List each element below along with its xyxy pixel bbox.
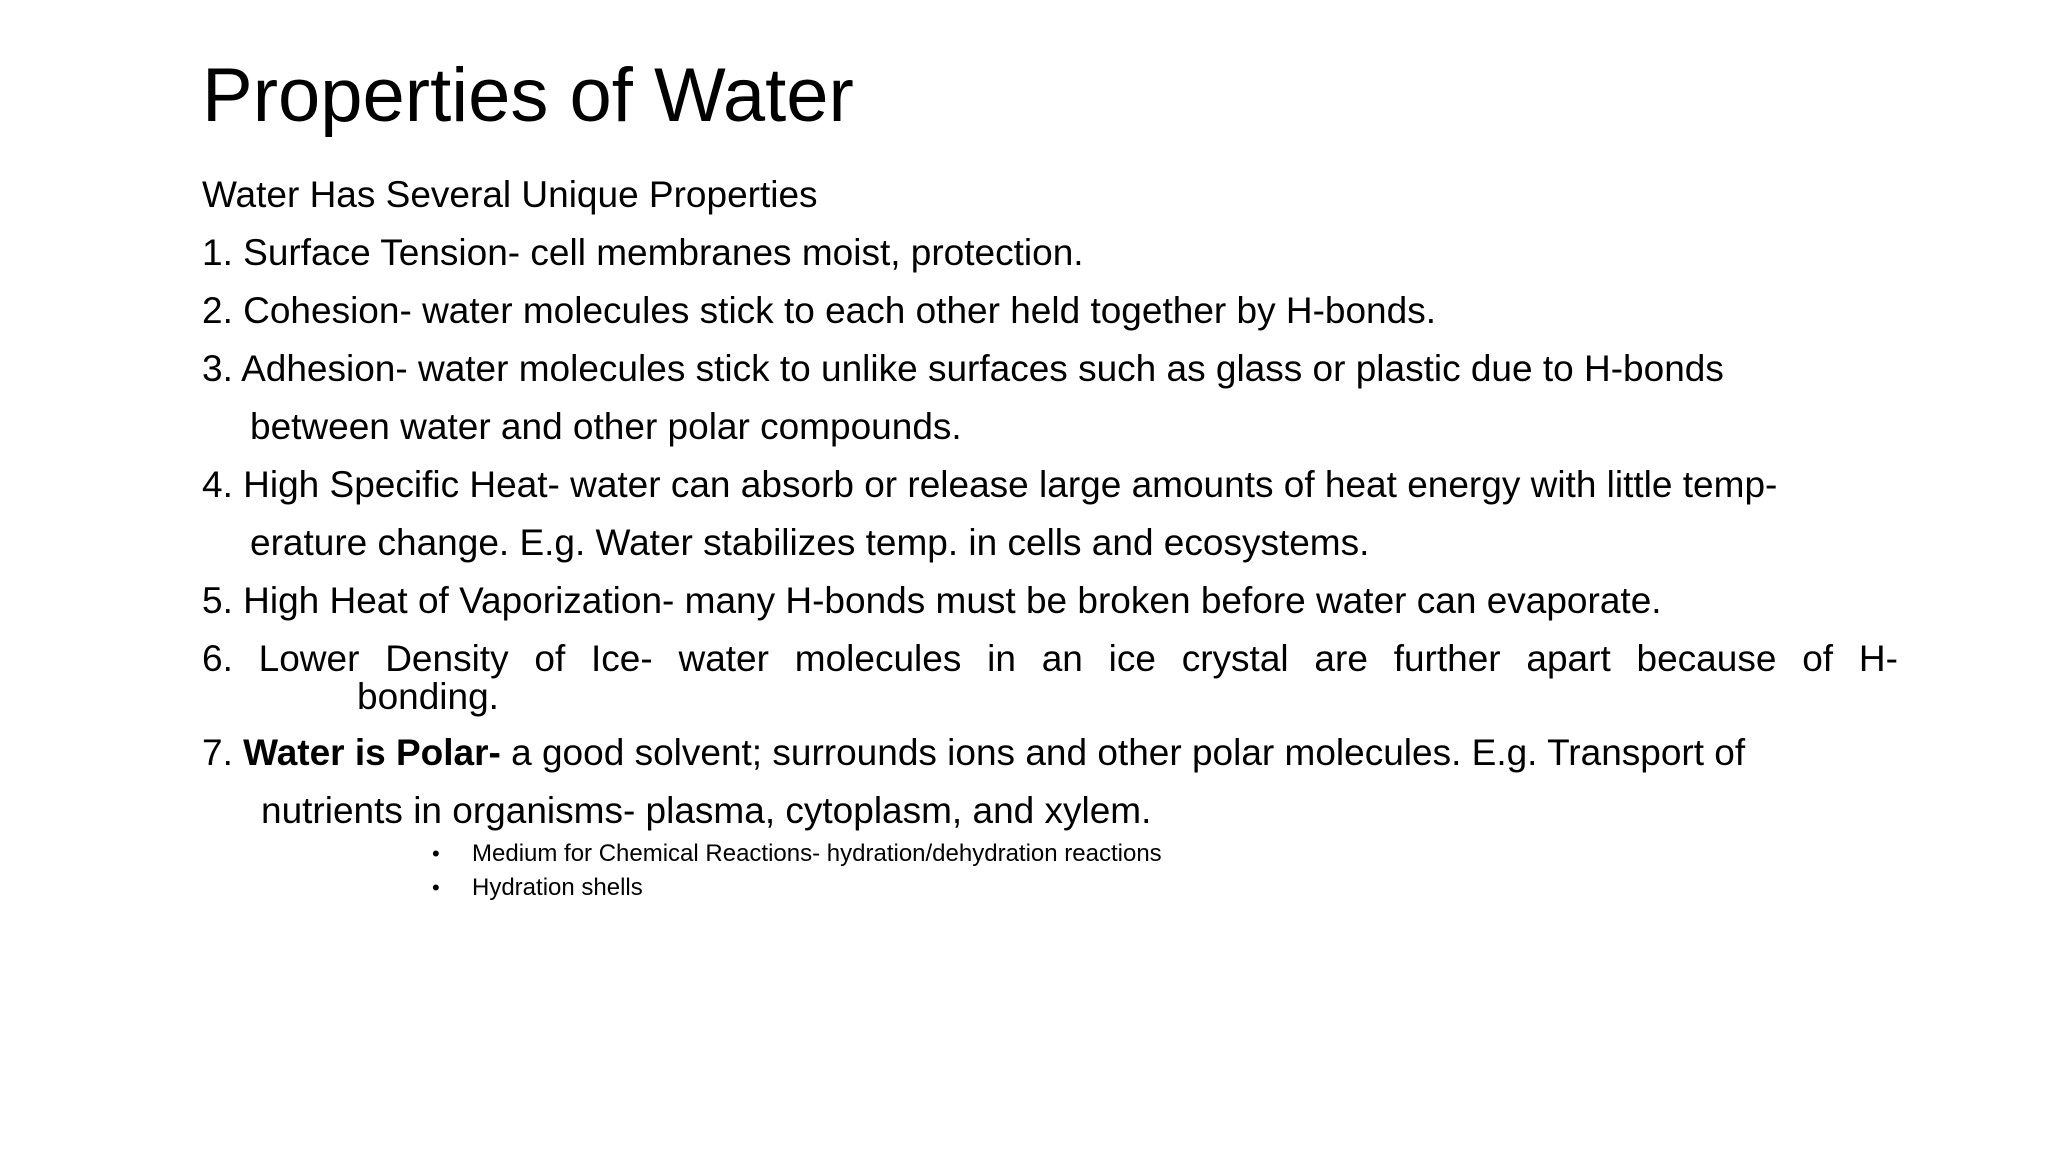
list-item-7-prefix: 7.	[202, 732, 244, 773]
list-item-6-word: ice	[1108, 638, 1156, 679]
list-item-6-word: 6.	[202, 638, 233, 679]
list-item-6-word: an	[1041, 638, 1083, 679]
list-item-6-word: apart	[1526, 638, 1611, 679]
list-item-5: 5. High Heat of Vaporization- many H-bonds must be broken before water can evaporate.	[202, 580, 1662, 621]
list-item-2: 2. Cohesion- water molecules stick to each other held together by H-bonds.	[202, 290, 1436, 331]
list-item-6-word: Ice-	[591, 638, 653, 679]
sub-bullet-text: Hydration shells	[472, 874, 643, 901]
list-item-6-word: further	[1393, 638, 1501, 679]
slide-title: Properties of Water	[202, 53, 854, 138]
list-item-3-line1: 3. Adhesion- water molecules stick to unlike surfaces such as glass or plastic due to H-bonds	[202, 348, 1724, 389]
list-item-4-line2: erature change. E.g. Water stabilizes temp. in cells and ecosystems.	[250, 522, 1370, 563]
sub-bullet-item	[432, 840, 1162, 869]
list-item-6-word: molecules	[794, 638, 962, 679]
list-item-7-rest: a good solvent; surrounds ions and other polar molecules. E.g. Transport of	[500, 732, 1746, 773]
list-item-1: 1. Surface Tension- cell membranes moist, protection.	[202, 232, 1084, 273]
list-item-6-word: crystal	[1181, 638, 1289, 679]
sub-bullet-text: Medium for Chemical Reactions- hydration/dehydration reactions	[472, 840, 1162, 867]
bullet-icon: •	[432, 875, 440, 901]
list-item-6-word: because	[1636, 638, 1777, 679]
list-item-7-bold: Water is Polar-	[243, 732, 501, 773]
list-item-6-word: of	[534, 638, 566, 679]
list-item-6-word: water	[678, 638, 769, 679]
list-item-6-word: are	[1314, 638, 1368, 679]
sub-bullet-item	[432, 874, 643, 903]
list-item-6-word: in	[987, 638, 1016, 679]
list-item-6-line2: bonding.	[357, 676, 499, 717]
list-item-3-line2: between water and other polar compounds.	[250, 406, 962, 447]
list-item-6-word: Lower	[258, 638, 360, 679]
bullet-icon: •	[432, 841, 440, 867]
list-item-7-line2: nutrients in organisms- plasma, cytoplasm, and xylem.	[261, 790, 1152, 831]
list-item-7-line1	[202, 732, 1745, 775]
list-item-6-word: of	[1802, 638, 1834, 679]
list-item-4-line1: 4. High Specific Heat- water can absorb or release large amounts of heat energy with little temp-	[202, 464, 1778, 505]
slide-subtitle: Water Has Several Unique Properties	[202, 174, 818, 215]
list-item-6-word: Density	[385, 638, 509, 679]
list-item-6-line1	[202, 638, 1898, 681]
list-item-6-word: H-	[1858, 638, 1898, 679]
